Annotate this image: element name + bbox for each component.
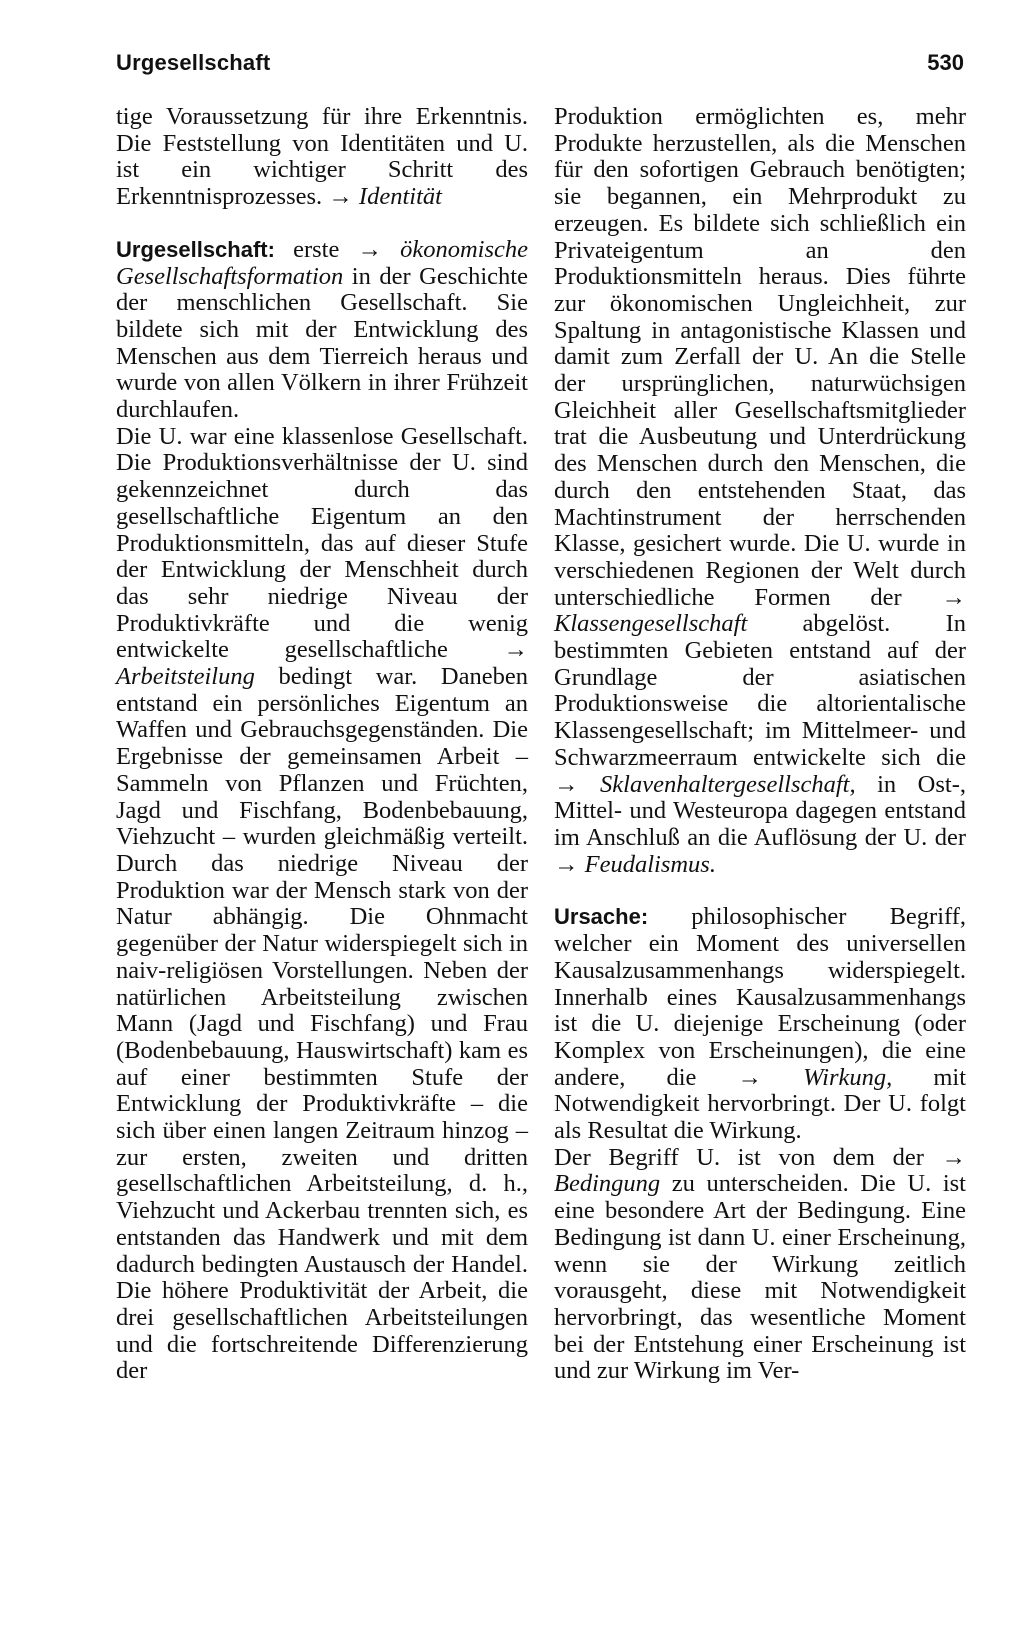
entry-urgesellschaft bbox=[116, 237, 528, 424]
continued-paragraph bbox=[116, 104, 528, 211]
cross-reference-wirkung[interactable]: Wirkung, bbox=[803, 1063, 893, 1091]
right-column bbox=[554, 104, 966, 1385]
entry-ursache bbox=[554, 904, 966, 1144]
cross-reference-arrow-icon: → bbox=[554, 770, 579, 798]
entry-term-ursache: Ursache: bbox=[554, 904, 649, 930]
running-head bbox=[116, 50, 964, 90]
paragraph-text: tige Voraussetzung für ihre Erkenntnis. Die Feststellung von Identitäten und U. ist ein wichtiger Schritt des Erkenntnisprozesses. bbox=[116, 103, 528, 211]
paragraph-text: zu unterscheiden. Die U. ist eine besondere Art der Bedingung. Eine Bedingung ist dann U. einer Erscheinung, wenn sie der Wirkung zeitlich vorausgeht, diese mit Notwendigkeit hervorbringt, das wesentliche Moment bei der Entstehung einer Erscheinung ist und zur Wirkung im Ver- bbox=[554, 1170, 966, 1385]
cross-reference-identitaet[interactable]: Identität bbox=[358, 183, 442, 211]
cross-reference-arrow-icon: → bbox=[503, 636, 528, 664]
entry-term-urgesellschaft: Urgesellschaft: bbox=[116, 236, 275, 262]
cross-reference-bedingung[interactable]: Bedingung bbox=[554, 1170, 661, 1198]
paragraph-text: erste bbox=[274, 235, 358, 263]
page-number: 530 bbox=[927, 50, 964, 75]
paragraph-text: abgelöst. In bestimmten Gebieten entstand auf der Grundlage der asiatischen Produktionsweise die altorientalische Klassengesellschaft; im Mittelmeer- und Schwarzmeerraum entwickelte sich die bbox=[554, 610, 966, 771]
cross-reference-feudalismus[interactable]: Feudalismus. bbox=[584, 850, 716, 878]
paragraph-text: philosophischer Begriff, welcher ein Moment des universellen Kausalzusammenhangs widerspiegelt. Innerhalb eines Kausalzusammenhangs ist die U. diejenige Erscheinung (oder Komplex von Erscheinungen), die eine andere, die bbox=[554, 903, 966, 1091]
paragraph-text: mit Notwendigkeit hervorbringt. Der U. folgt als Resultat die Wirkung. bbox=[554, 1063, 967, 1145]
cross-reference-klassengesellschaft[interactable]: Klassengesellschaft bbox=[554, 610, 748, 638]
cross-reference-arrow-icon: → bbox=[554, 850, 579, 878]
cross-reference-arrow-icon: → bbox=[737, 1063, 763, 1091]
entry-paragraph bbox=[554, 104, 966, 878]
cross-reference-arrow-icon: → bbox=[357, 235, 382, 263]
cross-reference-arrow-icon: → bbox=[941, 1143, 966, 1171]
paragraph-text: Der Begriff U. ist von dem der bbox=[554, 1143, 942, 1171]
cross-reference-oekonomische-gesellschaftsformation[interactable]: ökonomische Gesellschaftsformation bbox=[116, 235, 528, 290]
entry-paragraph bbox=[116, 424, 528, 1385]
running-head-title: Urgesellschaft bbox=[116, 50, 271, 75]
paragraph-text: Die U. war eine klassenlose Gesellschaft. Die Produktionsverhältnisse der U. sind gekennzeichnet durch das gesellschaftliche Eigentum an den Produktionsmitteln, das auf dieser Stufe der Entwicklung der Menschheit durch das sehr niedrige Niveau der Produktivkräfte und die wenig entwickelte gesellschaftliche bbox=[116, 422, 528, 664]
paragraph-text: in Ost-, Mittel- und Westeuropa dagegen entstand im Anschluß an die Auflösung der U. der bbox=[554, 770, 967, 851]
cross-reference-arrow-icon: → bbox=[328, 183, 353, 211]
entry-paragraph bbox=[554, 1145, 966, 1385]
paragraph-text: in der Geschichte der menschlichen Gesellschaft. Sie bildete sich mit der Entwicklung des Menschen aus dem Tierreich heraus und wurde von allen Völkern in ihrer Frühzeit durchlaufen. bbox=[116, 262, 528, 424]
paragraph-text: Produktion ermöglichten es, mehr Produkte herzustellen, als die Menschen für den sofortigen Gebrauch benötigten; sie begannen, ein Mehrprodukt zu erzeugen. Es bildete sich schließlich ein Privateigentum an den Produktionsmitteln heraus. Dies führte zur ökonomischen Ungleichheit, zur Spaltung in antagonistische Klassen und damit zum Zerfall der U. An die Stelle der ursprünglichen, naturwüchsigen Gleichheit aller Gesellschaftsmitglieder trat die Ausbeutung und Unterdrückung des Menschen durch den Menschen, die durch den entstehenden Staat, das Machtinstrument der herrschenden Klasse, gesichert wurde. Die U. wurde in verschiedenen Regionen der Welt durch unterschiedliche Formen der bbox=[554, 103, 966, 611]
left-column bbox=[116, 104, 528, 1385]
cross-reference-arrow-icon: → bbox=[941, 583, 966, 611]
paragraph-text: bedingt war. Daneben entstand ein persönliches Eigentum an Waffen und Gebrauchsgegenständen. Die Ergebnisse der gemeinsamen Arbeit – Sammeln von Pflanzen und Früchten, Jagd und Fischfang, Bodenbebauung, Viehzucht – wurden gleichmäßig verteilt. Durch das niedrige Niveau der Produktion war der Mensch stark von der Natur abhängig. Die Ohnmacht gegenüber der Natur widerspiegelt sich in naiv-religiösen Vorstellungen. Neben der natürlichen Arbeitsteilung zwischen Mann (Jagd und Fischfang) und Frau (Bodenbebauung, Hauswirtschaft) kam es auf einer bestimmten Stufe der Entwicklung der Produktivkräfte – die sich über einen langen Zeitraum hinzog – zur ersten, zweiten und dritten gesellschaftlichen Arbeitsteilung, d. h., Viehzucht und Ackerbau trennten sich, es entstanden das Handwerk und mit dem dadurch bedingten Austausch der Handel. Die höhere Produktivität der Arbeit, die drei gesellschaftlichen Arbeitsteilungen und die fortschreitende Differenzierung der bbox=[116, 663, 528, 1385]
cross-reference-sklavenhaltergesellschaft[interactable]: Sklavenhaltergesellschaft, bbox=[600, 770, 856, 798]
cross-reference-arbeitsteilung[interactable]: Arbeitsteilung bbox=[116, 663, 255, 691]
